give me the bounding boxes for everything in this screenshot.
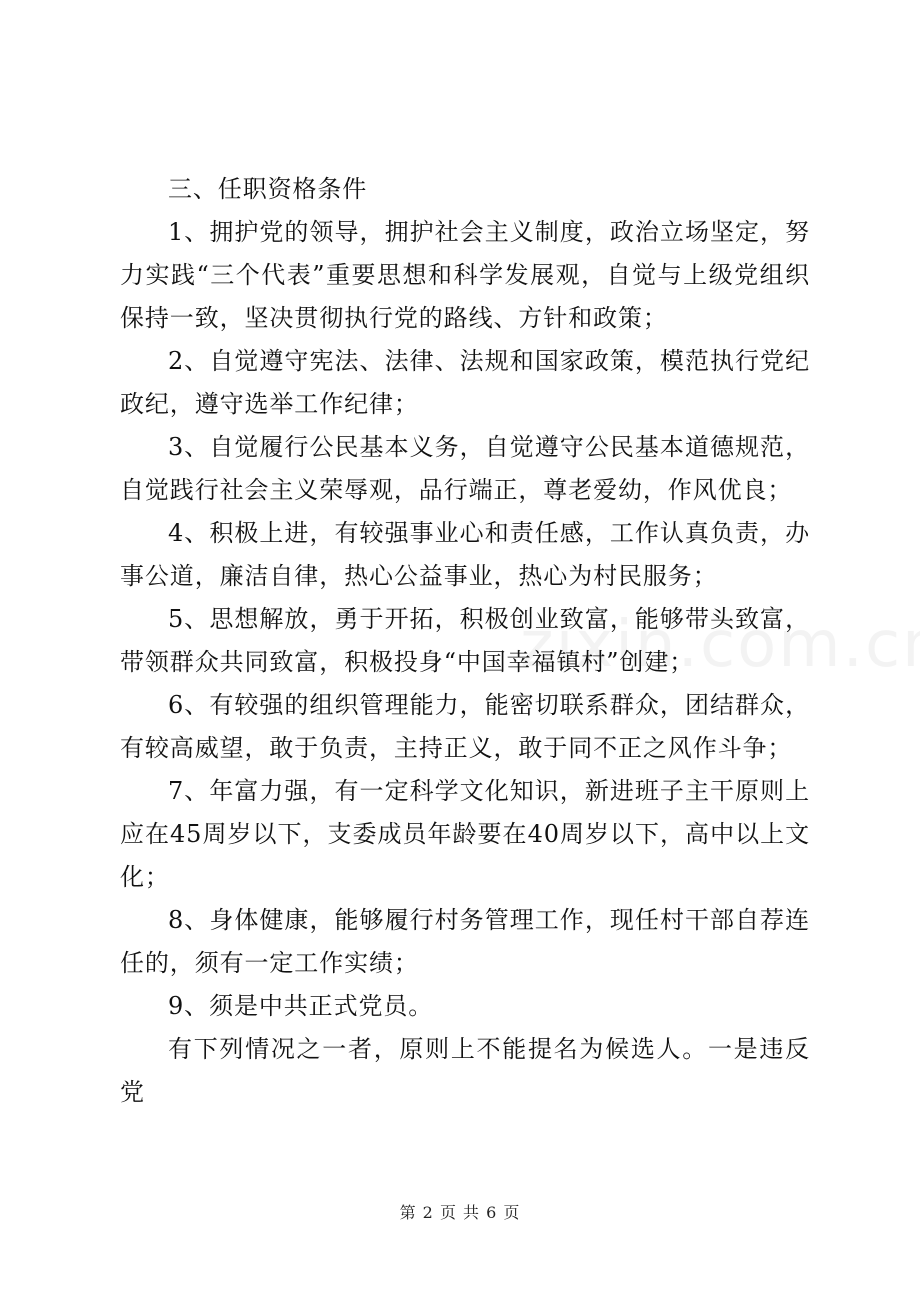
paragraph-9: 9、须是中共正式党员。 — [168, 992, 434, 1020]
page-number-footer: 第 2 页 共 6 页 — [399, 1203, 521, 1222]
paragraph-4: 4、积极上进，有较强事业心和责任感，工作认真负责，办事公道，廉洁自律，热心公益事业，热心为村民服务； — [120, 519, 810, 590]
paragraph-3: 3、自觉履行公民基本义务，自觉遵守公民基本道德规范，自觉践行社会主义荣辱观，品行端正，尊老爱幼，作风优良； — [120, 433, 810, 504]
paragraph-exclusions: 有下列情况之一者，原则上不能提名为候选人。一是违反党 — [120, 1035, 810, 1106]
watermark-text — [520, 608, 920, 682]
paragraph-5: 5、思想解放，勇于开拓，积极创业致富，能够带头致富，带领群众共同致富，积极投身“中国幸福镇村”创建； — [120, 605, 810, 676]
paragraph-1: 1、拥护党的领导，拥护社会主义制度，政治立场坚定，努力实践“三个代表”重要思想和科学发展观，自觉与上级党组织保持一致，坚决贯彻执行党的路线、方针和政策； — [120, 218, 810, 332]
paragraph-6: 6、有较强的组织管理能力，能密切联系群众，团结群众，有较高威望，敢于负责，主持正义，敢于同不正之风作斗争； — [120, 691, 810, 762]
paragraph-2: 2、自觉遵守宪法、法律、法规和国家政策，模范执行党纪政纪，遵守选举工作纪律； — [120, 347, 810, 418]
section-heading: 三、任职资格条件 — [168, 175, 368, 203]
paragraph-8: 8、身体健康，能够履行村务管理工作，现任村干部自荐连任的，须有一定工作实绩； — [120, 906, 810, 977]
paragraph-7: 7、年富力强，有一定科学文化知识，新进班子主干原则上应在45周岁以下，支委成员年龄要在40周岁以下，高中以上文化； — [120, 777, 810, 891]
